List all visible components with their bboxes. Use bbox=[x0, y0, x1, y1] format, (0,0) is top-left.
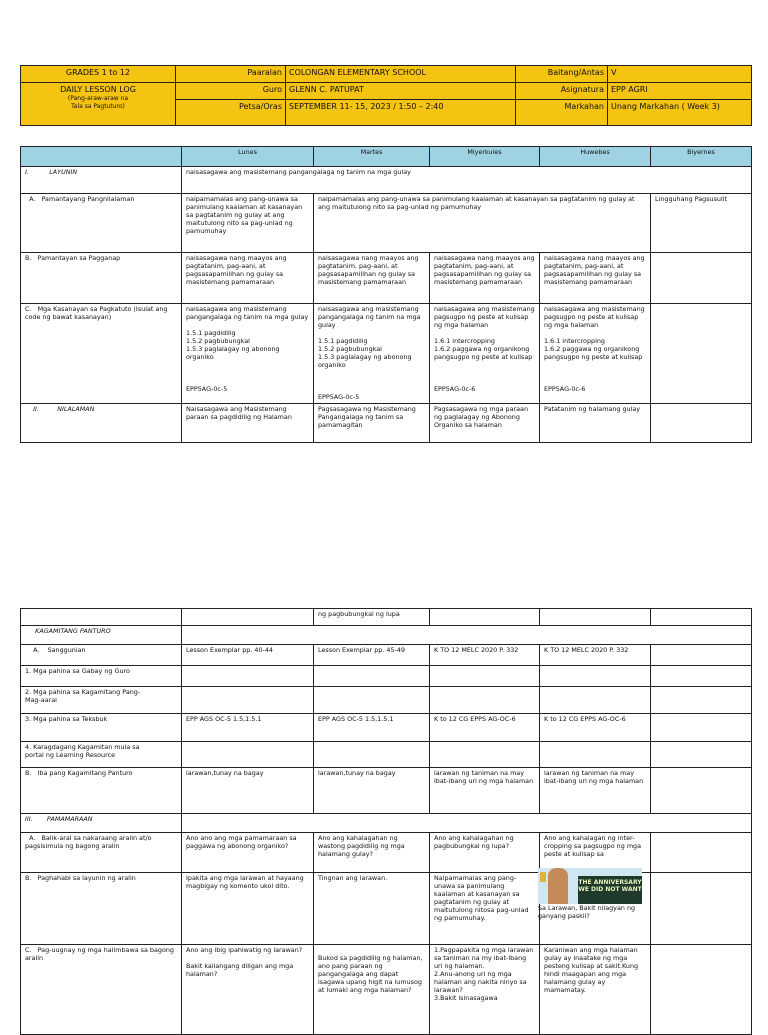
pamamaraan-blank bbox=[182, 814, 752, 833]
pag-uugnay-huwebes: Karaniwan ang mga halaman gulay ay inaatake ng mga pesteng kulisap at sakit.Kung hindi maagapan ang mga halamang gulay ay mamamatay. bbox=[540, 945, 651, 1035]
picture-text-1: THE ANNIVERSARY bbox=[578, 879, 642, 886]
blank-header-cell bbox=[21, 147, 182, 167]
sanggunian-huwebes: K TO 12 MELC 2020 P. 332 bbox=[540, 645, 651, 666]
day-header-biyernes: Biyernes bbox=[651, 147, 752, 167]
row-label: Sanggunian bbox=[47, 646, 86, 654]
sanggunian-miyerkules: K TO 12 MELC 2020 P. 332 bbox=[430, 645, 540, 666]
karagdagang-lunes bbox=[182, 742, 314, 768]
karagdagang-biyernes bbox=[651, 742, 752, 768]
pagganap-miyerkules: naisasagawa nang maayos ang pagtatanim, pag-aani, at pagsasapamilihan ng gulay sa masistemang pamamaraan bbox=[430, 253, 540, 304]
row-number: B. bbox=[25, 769, 32, 777]
grades-cell bbox=[21, 66, 176, 83]
cont-martes: ng pagbubungkal ng lupa bbox=[314, 609, 430, 626]
asignatura-value: EPP AGRI bbox=[608, 83, 752, 100]
layunin-row bbox=[21, 167, 752, 194]
pag-uugnay-miyerkules: 1.Pagpapakita ng mga larawan sa taniman na my ibat-ibang uri ng halaman. 2.Anu-anong uri ng mga halaman ang nakita ninyo sa larawan? 3.Bakit isinasagawa bbox=[430, 945, 540, 1035]
kagamitan-blank bbox=[182, 626, 752, 645]
iba-pang-martes: larawan,tunay na bagay bbox=[314, 768, 430, 814]
baitang-value: V bbox=[608, 66, 752, 83]
pag-uugnay-biyernes bbox=[651, 945, 752, 1035]
nilalaman-biyernes bbox=[651, 404, 752, 443]
paghahabi-miyerkules: Naipamamalas ang pang-unawa sa panimulang kaalaman at kasanayan sa pagtatanim ng gulay at maitutulong nitosa pag-unlad ng pamumuhay. bbox=[430, 873, 540, 945]
pagganap-row bbox=[21, 253, 752, 304]
iba-pang-lunes: larawan,tunay na bagay bbox=[182, 768, 314, 814]
row-label: PAMAMARAAN bbox=[46, 815, 93, 823]
karagdagang-huwebes bbox=[540, 742, 651, 768]
karagdagang-row bbox=[21, 742, 752, 768]
gabay-row bbox=[21, 666, 752, 687]
row-label: Pamantayang Pangnilalaman bbox=[41, 195, 135, 203]
cont-miyerkules bbox=[430, 609, 540, 626]
kasanayan-martes: naisasagawa ang masistemang pangangalaga ng tanim na mga gulay 1.5.1 pagdidilig 1.5.2 pagbubungkal 1.5.3 paglalagay ng abonong organiko EPP5AG-0c-5 bbox=[314, 304, 430, 404]
pamamaraan-row bbox=[21, 814, 752, 833]
pagganap-martes: naisasagawa nang maayos ang pagtatanim, pag-aani, at pagsasapamilihan ng gulay sa masistemang pamamaraan bbox=[314, 253, 430, 304]
teksbuk-huwebes: K to 12 CG EPPS AG-OC-6 bbox=[540, 714, 651, 742]
sanggunian-biyernes bbox=[651, 645, 752, 666]
markahan-value: Unang Markahan ( Week 3) bbox=[608, 100, 752, 126]
kagamitan-row bbox=[21, 626, 752, 645]
pamantayang-martes-huwebes: naipamamalas ang pang-unawa sa panimulang kaalaman at kasanayan sa pagtatanim ng gulay at ang maitutulong nito sa pag-unlad ng pamumuhay bbox=[314, 194, 651, 253]
row-label: Mga Kasanayan sa Pagkatuto (Isulat ang code ng bawat kasanayan) bbox=[25, 305, 168, 321]
kagamitang-pang-row bbox=[21, 687, 752, 714]
teksbuk-row bbox=[21, 714, 752, 742]
guro-label: Guro bbox=[176, 83, 286, 100]
pagganap-biyernes bbox=[651, 253, 752, 304]
teksbuk-biyernes bbox=[651, 714, 752, 742]
teksbuk-martes: EPP AGS OC-5 1.5,1.5.1 bbox=[314, 714, 430, 742]
kagamitang-pang-huwebes bbox=[540, 687, 651, 714]
balik-aral-miyerkules: Ano ang kahalagahan ng pagbubungkal ng lupa? bbox=[430, 833, 540, 873]
kagamitang-pang-label: 2. Mga pahina sa Kagamitang Pang- Mag-aaral bbox=[21, 687, 182, 714]
row-number: II. bbox=[33, 405, 39, 413]
kasanayan-row bbox=[21, 304, 752, 404]
iba-pang-miyerkules: larawan ng taniman na may ibat-ibang uri ng mga halaman bbox=[430, 768, 540, 814]
nilalaman-miyerkules: Pagsasagawa ng mga paraan ng paglalagay ng Abonong Organiko sa halaman bbox=[430, 404, 540, 443]
gabay-miyerkules bbox=[430, 666, 540, 687]
balik-aral-lunes: Ano ano ang mga pamamaraan sa paggawa ng abonong organiko? bbox=[182, 833, 314, 873]
sanggunian-label-cell bbox=[21, 645, 182, 666]
cont-huwebes bbox=[540, 609, 651, 626]
pamantayang-label-cell bbox=[21, 194, 182, 253]
petsa-label: Petsa/Oras bbox=[176, 100, 286, 126]
row-label: Balik-aral sa nakaraang aralin at/o pagsisimula ng bagong aralin bbox=[25, 834, 152, 850]
row-number: A. bbox=[29, 834, 36, 842]
row-number: A. bbox=[29, 195, 36, 203]
row-number: B. bbox=[25, 874, 32, 882]
cont-biyernes bbox=[651, 609, 752, 626]
cont-lunes bbox=[182, 609, 314, 626]
row-label: Paghahabi sa layunin ng aralin bbox=[37, 874, 136, 882]
row-number: B. bbox=[25, 254, 32, 262]
pamantayang-biyernes: Lingguhang Pagsusulit bbox=[651, 194, 752, 253]
paghahabi-lunes: Ipakita ang mga larawan at hayaang magbigay ng komento ukol dito. bbox=[182, 873, 314, 945]
sanggunian-martes: Lesson Exemplar pp. 45-49 bbox=[314, 645, 430, 666]
nilalaman-lunes: Naisasagawa ang Masistemang paraan sa pagdidilig ng Halaman bbox=[182, 404, 314, 443]
pamantayang-row bbox=[21, 194, 752, 253]
log-subtitle-2: Tala sa Pagtuturo) bbox=[71, 103, 125, 110]
day-header-martes: Martes bbox=[314, 147, 430, 167]
kasanayan-label-cell bbox=[21, 304, 182, 404]
balik-aral-biyernes bbox=[651, 833, 752, 873]
iba-pang-row bbox=[21, 768, 752, 814]
balik-aral-row bbox=[21, 833, 752, 873]
log-subtitle-1: (Pang-araw-araw na bbox=[67, 95, 129, 102]
iba-pang-label-cell bbox=[21, 768, 182, 814]
balik-aral-martes: Ano ang kahalagahan ng wastong pagdidilig ng mga halamang gulay? bbox=[314, 833, 430, 873]
kasanayan-biyernes bbox=[651, 304, 752, 404]
day-header-huwebes: Huwebes bbox=[540, 147, 651, 167]
paaralan-value: COLONGAN ELEMENTARY SCHOOL bbox=[286, 66, 516, 83]
nilalaman-label-cell bbox=[21, 404, 182, 443]
karagdagang-miyerkules bbox=[430, 742, 540, 768]
guro-value: GLENN C. PATUPAT bbox=[286, 83, 516, 100]
picture-text-2: WE DID NOT WANT bbox=[578, 886, 642, 893]
row-number: I. bbox=[25, 168, 29, 176]
pagganap-lunes: naisasagawa nang maayos ang pagtatanim, pag-aani, at pagsasapamilihan ng gulay sa masistemang pamamaraan bbox=[182, 253, 314, 304]
pamamaraan-label-cell bbox=[21, 814, 182, 833]
iba-pang-biyernes bbox=[651, 768, 752, 814]
row-label: LAYUNIN bbox=[49, 168, 78, 176]
gabay-label: 1. Mga pahina sa Gabay ng Guro bbox=[21, 666, 182, 687]
pagganap-huwebes: naisasagawa nang maayos ang pagtatanim, pag-aani, at pagsasapamilihan ng gulay sa masistemang pamamaraan bbox=[540, 253, 651, 304]
day-header-lunes: Lunes bbox=[182, 147, 314, 167]
paghahabi-biyernes bbox=[651, 873, 752, 945]
paghahabi-label-cell bbox=[21, 873, 182, 945]
kagamitang-pang-biyernes bbox=[651, 687, 752, 714]
log-title: DAILY LESSON LOG bbox=[60, 85, 136, 94]
pagganap-label-cell bbox=[21, 253, 182, 304]
teksbuk-label: 3. Mga pahina sa Teksbuk bbox=[21, 714, 182, 742]
lesson-table-2 bbox=[20, 608, 752, 1035]
lesson-table-1 bbox=[20, 146, 752, 443]
row-label: Pamantayan sa Pagganap bbox=[37, 254, 121, 262]
row-number: III. bbox=[25, 815, 33, 823]
day-header-miyerkules: Miyerkules bbox=[430, 147, 540, 167]
cont-label bbox=[21, 609, 182, 626]
karagdagang-martes bbox=[314, 742, 430, 768]
paaralan-label: Paaralan bbox=[176, 66, 286, 83]
row-number: C. bbox=[25, 946, 32, 954]
row-label: Pag-uugnay ng mga halimbawa sa bagong aralin bbox=[25, 946, 174, 962]
kagamitang-pang-miyerkules bbox=[430, 687, 540, 714]
nilalaman-row bbox=[21, 404, 752, 443]
balik-aral-label-cell bbox=[21, 833, 182, 873]
pag-uugnay-label-cell bbox=[21, 945, 182, 1035]
pag-uugnay-lunes: Ano ang ibig ipahiwatig ng larawan? Bakit kailangang diligan ang mga halaman? bbox=[182, 945, 314, 1035]
paghahabi-huwebes-caption: Sa Larawan, Bakit nilagyan ng ganyang paskil? bbox=[538, 904, 636, 920]
baitang-label: Baitang/Antas bbox=[516, 66, 608, 83]
kasanayan-huwebes: naisasagawa ang masistemang pagsugpo ng peste at kulisap ng mga halaman 1.6.1 intercropping 1.6.2 paggawa ng organikong pangsugpo ng peste at kulisap EPP5AG-0c-6 bbox=[540, 304, 651, 404]
pag-uugnay-row bbox=[21, 945, 752, 1035]
layunin-label-cell bbox=[21, 167, 182, 194]
continuation-row bbox=[21, 609, 752, 626]
grades-label: GRADES 1 to 12 bbox=[65, 68, 131, 77]
iba-pang-huwebes: larawan ng taniman na may ibat-ibang uri ng mga halaman bbox=[540, 768, 651, 814]
gabay-huwebes bbox=[540, 666, 651, 687]
kasanayan-miyerkules: naisasagawa ang masistemang pagsugpo ng peste at kulisap ng mga halaman 1.6.1 intercropping 1.6.2 paggawa ng organikong pangsugpo ng peste at kulisap EPP5AG-0c-6 bbox=[430, 304, 540, 404]
row-label: NILALAMAN bbox=[57, 405, 95, 413]
gabay-martes bbox=[314, 666, 430, 687]
pamantayang-lunes: naipamamalas ang pang-unawa sa panimulang kaalaman at kasanayan sa pagtatanim ng gulay at ang maitutulong nito sa pag-unlad ng pamumuhay bbox=[182, 194, 314, 253]
row-number: C. bbox=[25, 305, 32, 313]
person-figure bbox=[548, 868, 568, 904]
sign-icon bbox=[540, 872, 546, 882]
teksbuk-lunes: EPP AGS OC-5 1.5,1.5.1 bbox=[182, 714, 314, 742]
log-title-cell bbox=[21, 83, 176, 126]
days-header-row bbox=[21, 147, 752, 167]
row-label: KAGAMITANG PANTURO bbox=[35, 627, 111, 635]
asignatura-label: Asignatura bbox=[516, 83, 608, 100]
kagamitan-label bbox=[21, 626, 182, 645]
markahan-label: Markahan bbox=[516, 100, 608, 126]
header-table bbox=[20, 65, 752, 126]
row-label: Iba pang Kagamitang Panturo bbox=[37, 769, 133, 777]
pag-uugnay-martes: Bukod sa pagdidilig ng halaman, ano pang paraan ng pangangalaga ang dapat isagawa upang higit na lumusog at lumaki ang mga halaman? bbox=[314, 945, 430, 1035]
kagamitang-pang-martes bbox=[314, 687, 430, 714]
row-number: A. bbox=[33, 646, 40, 654]
paghahabi-martes: Tingnan ang larawan. bbox=[314, 873, 430, 945]
nilalaman-huwebes: Patatanim ng halamang gulay bbox=[540, 404, 651, 443]
sanggunian-row bbox=[21, 645, 752, 666]
balik-aral-huwebes: Ano ang kahalagan ng inter-cropping sa pagsugpo ng mga peste at kulisap sa bbox=[540, 833, 651, 873]
anniversary-picture bbox=[538, 868, 642, 904]
picture-banner bbox=[578, 876, 642, 904]
gabay-lunes bbox=[182, 666, 314, 687]
sanggunian-lunes: Lesson Exemplar pp. 40-44 bbox=[182, 645, 314, 666]
gabay-biyernes bbox=[651, 666, 752, 687]
kagamitang-pang-lunes bbox=[182, 687, 314, 714]
teksbuk-miyerkules: K to 12 CG EPPS AG-OC-6 bbox=[430, 714, 540, 742]
karagdagang-label: 4. Karagdagang Kagamitan mula sa portal ng Learning Resource bbox=[21, 742, 182, 768]
petsa-value: SEPTEMBER 11- 15, 2023 / 1:50 – 2:40 bbox=[286, 100, 516, 126]
layunin-text: naisasagawa ang masistemang pangangalaga ng tanim na mga gulay bbox=[182, 167, 752, 194]
nilalaman-martes: Pagsasagawa ng Masistemang Pangangalaga ng tanim sa pamamagitan bbox=[314, 404, 430, 443]
kasanayan-lunes: naisasagawa ang masistemang pangangalaga ng tanim na mga gulay 1.5.1 pagdidilig 1.5.2 pagbubungkal 1.5.3 paglalagay ng abonong organiko EPP5AG-0c-5 bbox=[182, 304, 314, 404]
